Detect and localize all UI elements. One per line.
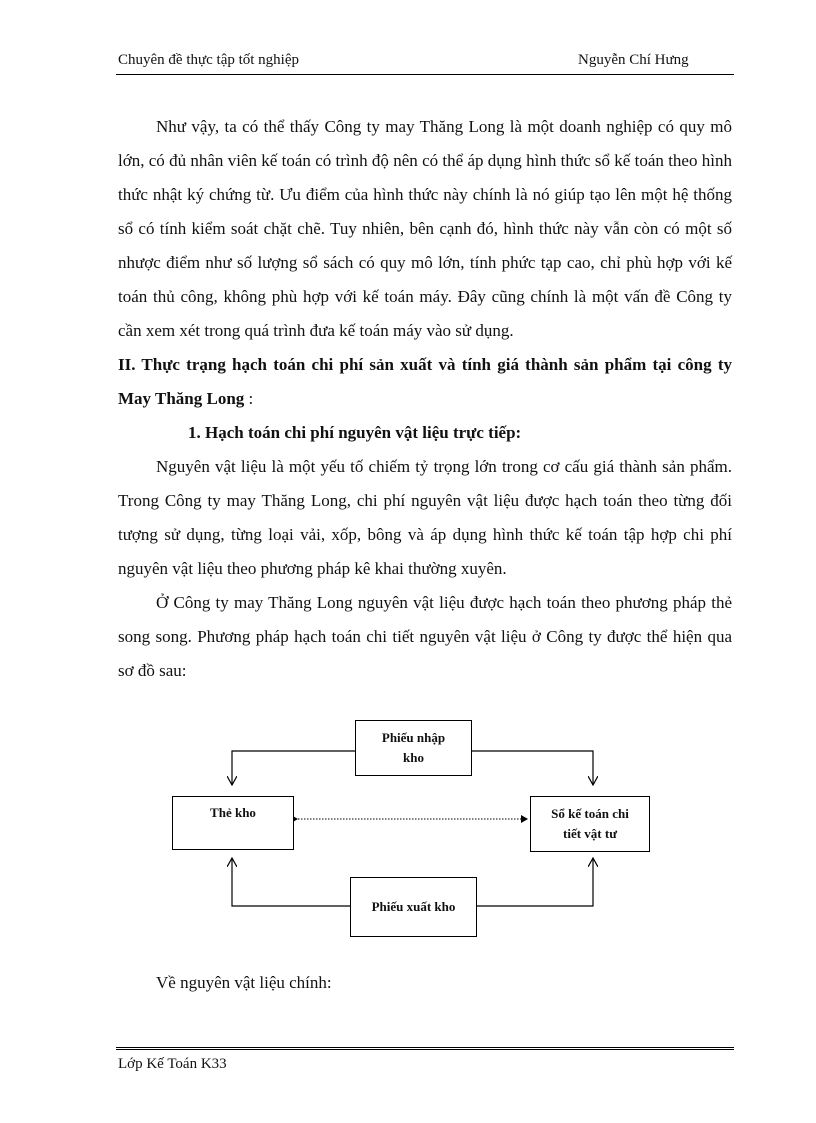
- paragraph-3: Ở Công ty may Thăng Long nguyên vật liệu được hạch toán theo phương pháp thẻ song song. Phương pháp hạch toán chi tiết nguyên vật liệu ở Công ty được thể hiện qua sơ đồ sau:: [118, 593, 732, 680]
- paragraph-2: Nguyên vật liệu là một yếu tố chiếm tỷ trọng lớn trong cơ cấu giá thành sản phẩm. Trong Công ty may Thăng Long, chi phí nguyên vật liệu được hạch toán theo từng đối tượng sử dụng, từng loại vải, xốp, bông và áp dụng hình thức kế toán tập hợp chi phí nguyên vật liệu theo phương pháp kê khai thường xuyên.: [118, 457, 732, 578]
- box-so-ke-toan-line1: Sổ kế toán chi: [551, 806, 629, 821]
- box-phieu-nhap-kho-line2: kho: [403, 750, 424, 765]
- header-title: Chuyên đề thực tập tốt nghiệp: [118, 52, 300, 68]
- box-the-kho-label: Thẻ kho: [210, 805, 256, 820]
- header-author: Nguyễn Chí Hưng: [578, 52, 689, 68]
- footer-rule: [116, 1047, 734, 1051]
- box-so-ke-toan-chi-tiet: [530, 796, 650, 852]
- subsection-heading: 1. Hạch toán chi phí nguyên vật liệu trực tiếp:: [188, 423, 522, 442]
- arrow-top-to-left: [232, 751, 355, 785]
- document-body: [118, 110, 732, 688]
- arrow-bottom-to-left: [232, 858, 350, 906]
- header-rule: [116, 74, 734, 75]
- paragraph-4: Về nguyên vật liệu chính:: [156, 973, 332, 992]
- box-the-kho: [172, 796, 294, 850]
- box-so-ke-toan-line2: tiết vật tư: [563, 826, 617, 841]
- section-heading: [118, 348, 732, 416]
- box-phieu-nhap-kho: [355, 720, 472, 776]
- box-phieu-xuat-kho: [350, 877, 477, 937]
- section-heading-colon: :: [244, 389, 254, 408]
- box-phieu-nhap-kho-line1: Phiếu nhập: [381, 730, 446, 745]
- arrow-bottom-to-right: [475, 858, 593, 906]
- footer-class: Lớp Kế Toán K33: [118, 1056, 227, 1072]
- closing-text: [118, 966, 732, 1000]
- box-phieu-xuat-kho-label: Phiếu xuất kho: [371, 899, 456, 914]
- section-heading-text: II. Thực trạng hạch toán chi phí sản xuất và tính giá thành sản phẩm tại công ty May Thăng Long: [118, 355, 732, 408]
- arrow-top-to-right: [470, 751, 593, 785]
- paragraph-1: Như vậy, ta có thể thấy Công ty may Thăng Long là một doanh nghiệp có quy mô lớn, có đủ nhân viên kế toán có trình độ nên có thể áp dụng hình thức sổ kế toán theo hình thức nhật ký chứng từ. Ưu điểm của hình thức này chính là nó giúp tạo lên một hệ thống sổ có tính kiểm soát chặt chẽ. Tuy nhiên, bên cạnh đó, hình thức này vẫn còn có một số nhược điểm như số lượng sổ sách có quy mô lớn, tính phức tạp cao, chỉ phù hợp với kế toán thủ công, không phù hợp với kế toán máy. Đây cũng chính là một vấn đề Công ty cần xem xét trong quá trình đưa kế toán máy vào sử dụng.: [118, 117, 732, 340]
